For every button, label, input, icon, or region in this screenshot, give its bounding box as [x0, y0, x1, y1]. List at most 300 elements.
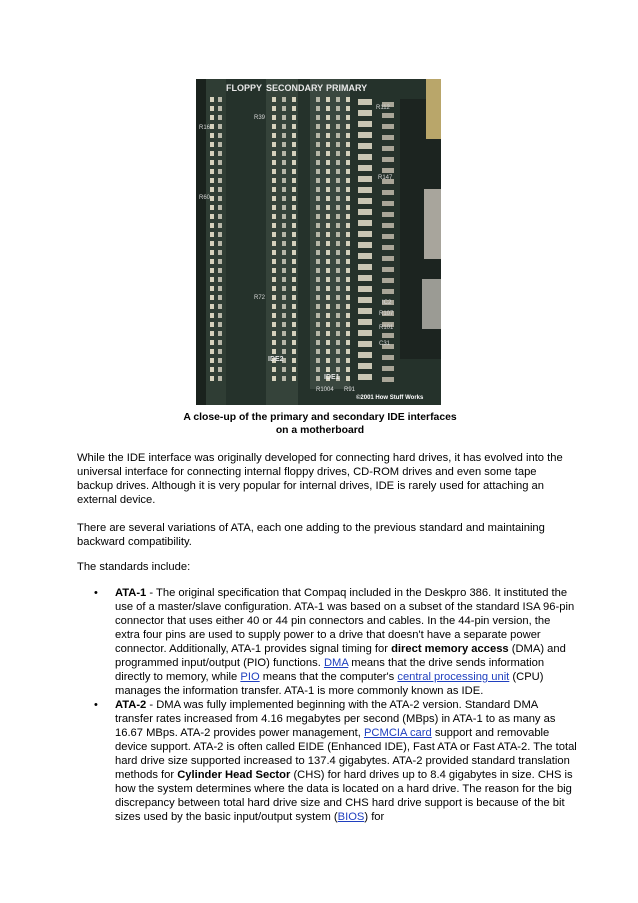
connector-pin [218, 205, 222, 210]
connector-pin [326, 277, 330, 282]
connector-pin [326, 205, 330, 210]
connector-pin [218, 340, 222, 345]
resistor [382, 135, 394, 140]
connector-pin [316, 223, 320, 228]
label-primary: PRIMARY [326, 83, 368, 93]
connector-pin [316, 322, 320, 327]
connector-pin [272, 367, 276, 372]
resistor [382, 278, 394, 283]
connector-pin [316, 295, 320, 300]
resistor [358, 363, 372, 369]
connector-pin [218, 232, 222, 237]
connector-pin [282, 223, 286, 228]
term-cylinder-head-sector: Cylinder Head Sector [177, 769, 291, 781]
connector-pin [282, 313, 286, 318]
connector-pin [316, 286, 320, 291]
connector-pin [336, 178, 340, 183]
connector-pin [272, 124, 276, 129]
connector-pin [210, 358, 214, 363]
connector-pin [272, 277, 276, 282]
link-pcmcia-card[interactable]: PCMCIA card [363, 727, 432, 739]
motherboard-illustration [196, 79, 441, 405]
ata1-text-4: means that the computer's [259, 671, 398, 683]
connector-pin [272, 322, 276, 327]
connector-pin [326, 97, 330, 102]
resistor [358, 308, 372, 314]
connector-pin [316, 241, 320, 246]
connector-pin [326, 322, 330, 327]
connector-pin [326, 268, 330, 273]
resistor [382, 223, 394, 228]
resistor [358, 132, 372, 138]
resistor [358, 99, 372, 105]
resistor [382, 113, 394, 118]
connector-pin [326, 187, 330, 192]
connector-pin [210, 196, 214, 201]
connector-pin [282, 205, 286, 210]
connector-pin [218, 304, 222, 309]
connector-pin [210, 367, 214, 372]
connector-pin [282, 178, 286, 183]
label-ide1: IDE1 [324, 374, 340, 381]
connector-pin [336, 322, 340, 327]
connector-pin [292, 106, 296, 111]
connector-pin [282, 349, 286, 354]
connector-pin [346, 286, 350, 291]
connector-pin [292, 286, 296, 291]
connector-pin [210, 187, 214, 192]
connector-pin [336, 142, 340, 147]
ata1-text-1: - The original specification that Compaq included in the Deskpro 386. It instituted the use of a master/slave configuration. ATA-1 was based on a subset of the standard ISA 96-pin connector that uses either 40 or 44 pin connectors and cables. In the 44-pin version, the extra four pins are used to supply power to a drive that doesn't have a separate power connector. Additionally, ATA-1 provides signal timing for [115, 587, 575, 655]
label-r39: R39 [254, 115, 266, 121]
connector-pin [272, 178, 276, 183]
resistor [358, 209, 372, 215]
connector-pin [292, 322, 296, 327]
connector-pin [346, 358, 350, 363]
connector-pin [272, 106, 276, 111]
label-r147: R147 [378, 175, 393, 181]
resistor [382, 234, 394, 239]
connector-pin [282, 259, 286, 264]
connector-pin [282, 286, 286, 291]
connector-pin [218, 250, 222, 255]
connector-pin [218, 259, 222, 264]
connector-pin [336, 106, 340, 111]
connector-pin [282, 133, 286, 138]
resistor [382, 157, 394, 162]
label-ide2: IDE2 [268, 356, 284, 363]
resistor [382, 168, 394, 173]
connector-pin [282, 250, 286, 255]
connector-pin [292, 313, 296, 318]
connector-pin [282, 241, 286, 246]
connector-pin [316, 151, 320, 156]
connector-pin [346, 115, 350, 120]
connector-pin [316, 169, 320, 174]
ata1-text-5: (CPU) manages the information transfer. ATA-1 is more commonly known as IDE. [115, 671, 544, 697]
resistor [382, 366, 394, 371]
resistor [358, 264, 372, 270]
connector-pin [326, 340, 330, 345]
connector-pin [292, 115, 296, 120]
connector-pin [292, 250, 296, 255]
connector-pin [210, 250, 214, 255]
connector-pin [218, 124, 222, 129]
resistor [358, 352, 372, 358]
connector-pin [326, 250, 330, 255]
connector-pin [282, 106, 286, 111]
connector-pin [282, 97, 286, 102]
connector-pin [282, 187, 286, 192]
resistor [382, 245, 394, 250]
connector-pin [346, 250, 350, 255]
connector-pin [218, 133, 222, 138]
connector-pin [336, 286, 340, 291]
connector-pin [210, 322, 214, 327]
connector-pin [316, 250, 320, 255]
connector-pin [336, 160, 340, 165]
connector-pin [282, 169, 286, 174]
connector-pin [282, 232, 286, 237]
connector-pin [316, 277, 320, 282]
connector-pin [272, 196, 276, 201]
connector-pin [346, 178, 350, 183]
resistor [358, 286, 372, 292]
link-pio[interactable]: PIO [240, 671, 260, 683]
resistor [358, 198, 372, 204]
connector-pin [336, 133, 340, 138]
connector-pin [292, 178, 296, 183]
resistor [358, 319, 372, 325]
connector-pin [218, 241, 222, 246]
connector-pin [218, 376, 222, 381]
connector-pin [292, 160, 296, 165]
connector-pin [316, 340, 320, 345]
connector-pin [316, 97, 320, 102]
resistor [382, 190, 394, 195]
connector-pin [316, 349, 320, 354]
connector-pin [292, 169, 296, 174]
bullet-icon: • [94, 587, 98, 599]
connector-pin [218, 106, 222, 111]
resistor [382, 124, 394, 129]
connector-pin [346, 142, 350, 147]
connector-pin [316, 178, 320, 183]
link-central-processing-unit[interactable]: central processing unit [397, 671, 510, 683]
connector-pin [346, 340, 350, 345]
connector-pin [336, 331, 340, 336]
connector-pin [292, 223, 296, 228]
connector-pin [210, 232, 214, 237]
link-dma[interactable]: DMA [323, 657, 349, 669]
resistor [382, 256, 394, 261]
connector-pin [292, 142, 296, 147]
motherboard-ide-photo [196, 79, 441, 405]
connector-pin [346, 241, 350, 246]
connector-pin [218, 268, 222, 273]
connector-pin [210, 304, 214, 309]
connector-pin [282, 115, 286, 120]
connector-pin [218, 313, 222, 318]
connector-pin [326, 142, 330, 147]
connector-pin [326, 295, 330, 300]
resistor [358, 176, 372, 182]
connector-pin [336, 268, 340, 273]
connector-pin [272, 286, 276, 291]
term-direct-memory-access: direct memory access [391, 643, 509, 655]
connector-pin [346, 277, 350, 282]
connector-pin [316, 205, 320, 210]
resistor [358, 154, 372, 160]
connector-pin [336, 295, 340, 300]
connector-pin [282, 268, 286, 273]
connector-pin [346, 151, 350, 156]
connector-pin [218, 169, 222, 174]
connector-pin [336, 214, 340, 219]
connector-pin [316, 106, 320, 111]
connector-pin [292, 214, 296, 219]
connector-pin [210, 124, 214, 129]
right-capacitor-2 [424, 189, 441, 259]
connector-pin [210, 223, 214, 228]
connector-pin [272, 142, 276, 147]
resistor [382, 355, 394, 360]
connector-pin [272, 133, 276, 138]
photo-copyright: ©2001 How Stuff Works [356, 395, 424, 401]
connector-pin [210, 133, 214, 138]
connector-pin [326, 214, 330, 219]
connector-pin [336, 313, 340, 318]
connector-pin [326, 241, 330, 246]
connector-pin [272, 241, 276, 246]
connector-pin [292, 277, 296, 282]
connector-pin [346, 304, 350, 309]
connector-pin [272, 97, 276, 102]
ata1-text-3: means that the drive sends information directly to memory, while [115, 657, 545, 683]
link-bios[interactable]: BIOS [337, 811, 365, 823]
connector-pin [272, 259, 276, 264]
connector-pin [210, 313, 214, 318]
label-r16: R16 [199, 125, 211, 131]
label-r107: R107 [379, 311, 394, 317]
connector-pin [218, 142, 222, 147]
connector-pin [326, 169, 330, 174]
label-secondary: SECONDARY [266, 83, 324, 93]
connector-pin [210, 349, 214, 354]
label-r1004: R1004 [316, 387, 334, 393]
resistor [358, 187, 372, 193]
connector-pin [316, 187, 320, 192]
connector-pin [218, 115, 222, 120]
connector-pin [336, 349, 340, 354]
connector-pin [272, 250, 276, 255]
connector-pin [282, 196, 286, 201]
connector-pin [316, 331, 320, 336]
right-capacitor-1 [426, 79, 441, 139]
connector-pin [336, 124, 340, 129]
connector-pin [272, 349, 276, 354]
connector-pin [336, 97, 340, 102]
connector-pin [272, 169, 276, 174]
connector-pin [210, 106, 214, 111]
resistor [358, 374, 372, 380]
connector-pin [282, 322, 286, 327]
label-ic2: IC2 [382, 300, 392, 306]
connector-pin [316, 313, 320, 318]
connector-pin [272, 115, 276, 120]
connector-pin [218, 151, 222, 156]
connector-pin [346, 232, 350, 237]
term-ata1: ATA-1 [115, 587, 147, 599]
connector-pin [282, 340, 286, 345]
connector-pin [210, 115, 214, 120]
connector-pin [346, 349, 350, 354]
connector-pin [210, 376, 214, 381]
connector-pin [336, 367, 340, 372]
resistor [358, 275, 372, 281]
standards-list [77, 586, 577, 824]
connector-pin [336, 151, 340, 156]
connector-pin [346, 295, 350, 300]
connector-pin [326, 160, 330, 165]
ata1-text-2: (DMA) and programmed input/output (PIO) functions. [115, 643, 566, 669]
connector-pin [346, 313, 350, 318]
connector-pin [292, 241, 296, 246]
connector-pin [326, 358, 330, 363]
connector-pin [336, 223, 340, 228]
connector-pin [292, 196, 296, 201]
connector-pin [282, 376, 286, 381]
connector-pin [336, 259, 340, 264]
connector-pin [346, 124, 350, 129]
connector-pin [218, 160, 222, 165]
connector-pin [346, 223, 350, 228]
resistor [358, 253, 372, 259]
connector-pin [218, 196, 222, 201]
connector-pin [316, 214, 320, 219]
connector-pin [210, 160, 214, 165]
connector-pin [272, 376, 276, 381]
list-item-ata2 [77, 698, 577, 824]
connector-pin [336, 358, 340, 363]
connector-pin [218, 367, 222, 372]
connector-pin [282, 277, 286, 282]
label-r72: R72 [254, 295, 266, 301]
connector-pin [336, 277, 340, 282]
connector-pin [346, 97, 350, 102]
resistor [358, 297, 372, 303]
resistor [358, 341, 372, 347]
resistor [382, 212, 394, 217]
connector-pin [272, 160, 276, 165]
connector-pin [282, 142, 286, 147]
connector-pin [292, 133, 296, 138]
right-chip [422, 279, 441, 329]
connector-pin [272, 331, 276, 336]
connector-pin [210, 97, 214, 102]
connector-pin [292, 97, 296, 102]
connector-pin [210, 214, 214, 219]
connector-pin [346, 268, 350, 273]
connector-pin [326, 106, 330, 111]
connector-pin [272, 214, 276, 219]
connector-pin [272, 313, 276, 318]
resistor [358, 121, 372, 127]
ata2-text-2: support and removable device support. ATA-2 is often called EIDE (Enhanced IDE), Fast ATA or Fast ATA-2. The total hard drive size supported increased to 137.4 gigabytes. ATA-2 provided standard translation methods for [115, 727, 577, 781]
connector-pin [346, 205, 350, 210]
connector-pin [326, 331, 330, 336]
connector-pin [218, 349, 222, 354]
resistor [382, 333, 394, 338]
connector-pin [282, 304, 286, 309]
connector-pin [336, 340, 340, 345]
caption-line-2: on a motherboard [275, 425, 365, 436]
connector-pin [326, 232, 330, 237]
label-r60: R60 [199, 195, 211, 201]
connector-pin [210, 259, 214, 264]
standards-heading: The standards include: [77, 561, 191, 573]
connector-pin [346, 169, 350, 174]
connector-pin [272, 151, 276, 156]
connector-pin [336, 232, 340, 237]
connector-pin [326, 223, 330, 228]
connector-pin [292, 232, 296, 237]
connector-pin [292, 187, 296, 192]
connector-pin [316, 367, 320, 372]
connector-pin [326, 304, 330, 309]
connector-pin [272, 304, 276, 309]
connector-pin [292, 268, 296, 273]
connector-pin [326, 349, 330, 354]
connector-pin [218, 187, 222, 192]
resistor [382, 267, 394, 272]
connector-pin [218, 223, 222, 228]
caption-line-1: A close-up of the primary and secondary IDE interfaces [183, 412, 457, 423]
connector-pin [272, 223, 276, 228]
connector-pin [292, 151, 296, 156]
connector-pin [316, 232, 320, 237]
connector-pin [210, 340, 214, 345]
label-r101: R101 [379, 325, 394, 331]
connector-pin [292, 349, 296, 354]
connector-pin [292, 295, 296, 300]
variations-paragraph: There are several variations of ATA, each one adding to the previous standard and maintaining backward compatibility. [77, 522, 545, 548]
connector-pin [218, 322, 222, 327]
connector-pin [346, 322, 350, 327]
resistor [358, 220, 372, 226]
connector-pin [282, 295, 286, 300]
connector-pin [336, 169, 340, 174]
connector-pin [316, 376, 320, 381]
connector-pin [272, 340, 276, 345]
connector-pin [336, 196, 340, 201]
connector-pin [210, 268, 214, 273]
connector-pin [336, 205, 340, 210]
connector-pin [218, 295, 222, 300]
resistor [358, 330, 372, 336]
connector-pin [326, 286, 330, 291]
connector-pin [316, 196, 320, 201]
connector-pin [326, 115, 330, 120]
connector-pin [346, 187, 350, 192]
connector-pin [326, 178, 330, 183]
connector-pin [316, 268, 320, 273]
connector-pin [218, 286, 222, 291]
ata2-text-4: ) for [364, 811, 385, 823]
connector-pin [346, 106, 350, 111]
resistor [358, 143, 372, 149]
connector-pin [316, 160, 320, 165]
